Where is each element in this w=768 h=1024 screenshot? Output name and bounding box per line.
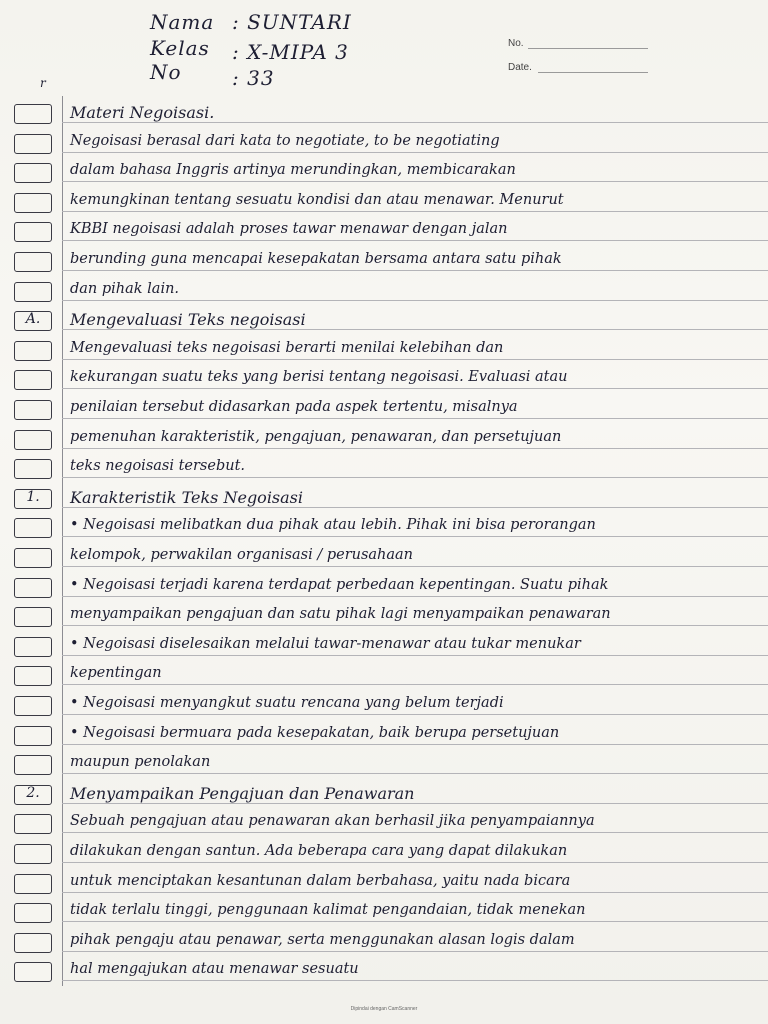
- margin-mark: r: [40, 76, 46, 90]
- handwritten-line: menyampaikan pengajuan dan satu pihak lagi menyampaikan penawaran: [70, 606, 611, 623]
- handwritten-line: • Negoisasi melibatkan dua pihak atau lebih. Pihak ini bisa perorangan: [70, 517, 596, 534]
- margin-box: [14, 578, 52, 598]
- margin-box: [14, 459, 52, 479]
- margin-box: [14, 962, 52, 982]
- margin-box: [14, 341, 52, 361]
- ruled-line: [62, 270, 768, 271]
- margin-box: [14, 814, 52, 834]
- margin-box: [14, 874, 52, 894]
- printed-no-label: No.: [508, 38, 524, 49]
- handwritten-line: KBBI negoisasi adalah proses tawar menawar dengan jalan: [70, 221, 508, 238]
- handwritten-line: Sebuah pengajuan atau penawaran akan berhasil jika penyampaiannya: [70, 813, 595, 830]
- ruled-line: [62, 892, 768, 893]
- handwritten-line: Negoisasi berasal dari kata to negotiate, to be negotiating: [70, 132, 500, 149]
- section-heading: Karakteristik Teks Negoisasi: [70, 487, 304, 507]
- ruled-line: [62, 240, 768, 241]
- handwritten-line: • Negoisasi menyangkut suatu rencana yang belum terjadi: [70, 695, 504, 711]
- scanner-footer: Dipindai dengan CamScanner: [350, 1006, 418, 1012]
- handwritten-line: maupun penolakan: [70, 754, 211, 771]
- handwritten-line: dilakukan dengan santun. Ada beberapa cara yang dapat dilakukan: [70, 843, 568, 859]
- margin-box: [14, 400, 52, 420]
- margin-box: [14, 903, 52, 923]
- section-number: 2.: [26, 784, 40, 801]
- no-label: No: [150, 60, 182, 84]
- handwritten-line: kekurangan suatu teks yang berisi tentang negoisasi. Evaluasi atau: [70, 369, 568, 386]
- handwritten-line: dalam bahasa Inggris artinya merundingkan, membicarakan: [70, 162, 516, 179]
- handwritten-line: tidak terlalu tinggi, penggunaan kalimat pengandaian, tidak menekan: [70, 902, 586, 919]
- handwritten-line: hal mengajukan atau menawar sesuatu: [70, 961, 359, 978]
- ruled-line: [62, 477, 768, 478]
- margin-box: [14, 193, 52, 213]
- date-underline: [538, 72, 648, 73]
- ruled-line: [62, 744, 768, 745]
- handwritten-line: • Negoisasi bermuara pada kesepakatan, baik berupa persetujuan: [70, 724, 560, 741]
- ruled-line: [62, 566, 768, 567]
- margin-box: [14, 755, 52, 775]
- ruled-line: [62, 862, 768, 863]
- ruled-line: [62, 951, 768, 952]
- no-value: : 33: [232, 66, 275, 90]
- section-heading: Menyampaikan Pengajuan dan Penawaran: [70, 783, 415, 803]
- handwritten-line: Mengevaluasi teks negoisasi berarti menilai kelebihan dan: [70, 339, 504, 356]
- handwritten-line: berunding guna mencapai kesepakatan bersama antara satu pihak: [70, 251, 562, 267]
- ruled-line: [62, 773, 768, 774]
- section-number: A.: [25, 311, 41, 328]
- section-heading: Mengevaluasi Teks negoisasi: [70, 310, 306, 330]
- margin-box: [14, 252, 52, 272]
- ruled-line: [62, 655, 768, 656]
- handwritten-line: penilaian tersebut didasarkan pada aspek tertentu, misalnya: [70, 399, 518, 415]
- ruled-line: [62, 359, 768, 360]
- margin-box: [14, 607, 52, 627]
- ruled-line: [62, 181, 768, 182]
- ruled-line: [62, 448, 768, 449]
- margin-box: [14, 518, 52, 538]
- ruled-line: [62, 596, 768, 597]
- margin-box: [14, 104, 52, 124]
- handwritten-line: teks negoisasi tersebut.: [70, 458, 246, 475]
- handwritten-line: kemungkinan tentang sesuatu kondisi dan atau menawar. Menurut: [70, 191, 564, 208]
- ruled-line: [62, 921, 768, 922]
- ruled-line: [62, 803, 768, 804]
- margin-box: [14, 222, 52, 242]
- margin-box: [14, 370, 52, 390]
- handwritten-line: kepentingan: [70, 665, 162, 682]
- kelas-label: Kelas: [150, 36, 210, 60]
- margin-line: [62, 96, 63, 986]
- handwritten-line: kelompok, perwakilan organisasi / perusahaan: [70, 547, 414, 563]
- ruled-line: [62, 122, 768, 123]
- handwritten-line: pemenuhan karakteristik, pengajuan, penawaran, dan persetujuan: [70, 428, 562, 445]
- margin-box: [14, 666, 52, 686]
- margin-box: [14, 844, 52, 864]
- ruled-line: [62, 152, 768, 153]
- margin-box: [14, 163, 52, 183]
- ruled-line: [62, 684, 768, 685]
- margin-box: [14, 548, 52, 568]
- ruled-line: [62, 418, 768, 419]
- nama-value: : SUNTARI: [232, 10, 352, 34]
- margin-box: [14, 430, 52, 450]
- nama-label: Nama: [150, 10, 215, 34]
- margin-box: [14, 933, 52, 953]
- ruled-line: [62, 536, 768, 537]
- ruled-line: [62, 211, 768, 212]
- printed-date-label: Date.: [508, 62, 532, 73]
- handwritten-line: dan pihak lain.: [70, 280, 180, 297]
- ruled-line: [62, 714, 768, 715]
- margin-box: [14, 282, 52, 302]
- margin-box: [14, 637, 52, 657]
- ruled-line: [62, 507, 768, 508]
- ruled-line: [62, 300, 768, 301]
- handwritten-line: • Negoisasi diselesaikan melalui tawar-menawar atau tukar menukar: [70, 635, 581, 652]
- section-number: 1.: [26, 488, 40, 505]
- ruled-line: [62, 329, 768, 330]
- margin-box: [14, 726, 52, 746]
- no-underline: [528, 48, 648, 49]
- handwritten-line: • Negoisasi terjadi karena terdapat perbedaan kepentingan. Suatu pihak: [70, 576, 609, 593]
- margin-box: [14, 134, 52, 154]
- ruled-line: [62, 388, 768, 389]
- ruled-line: [62, 832, 768, 833]
- kelas-value: : X-MIPA 3: [232, 40, 349, 64]
- ruled-line: [62, 625, 768, 626]
- handwritten-line: untuk menciptakan kesantunan dalam berbahasa, yaitu nada bicara: [70, 872, 571, 889]
- handwritten-line: pihak pengaju atau penawar, serta menggunakan alasan logis dalam: [70, 931, 575, 948]
- ruled-line: [62, 980, 768, 981]
- section-heading: Materi Negoisasi.: [70, 103, 215, 122]
- margin-box: [14, 696, 52, 716]
